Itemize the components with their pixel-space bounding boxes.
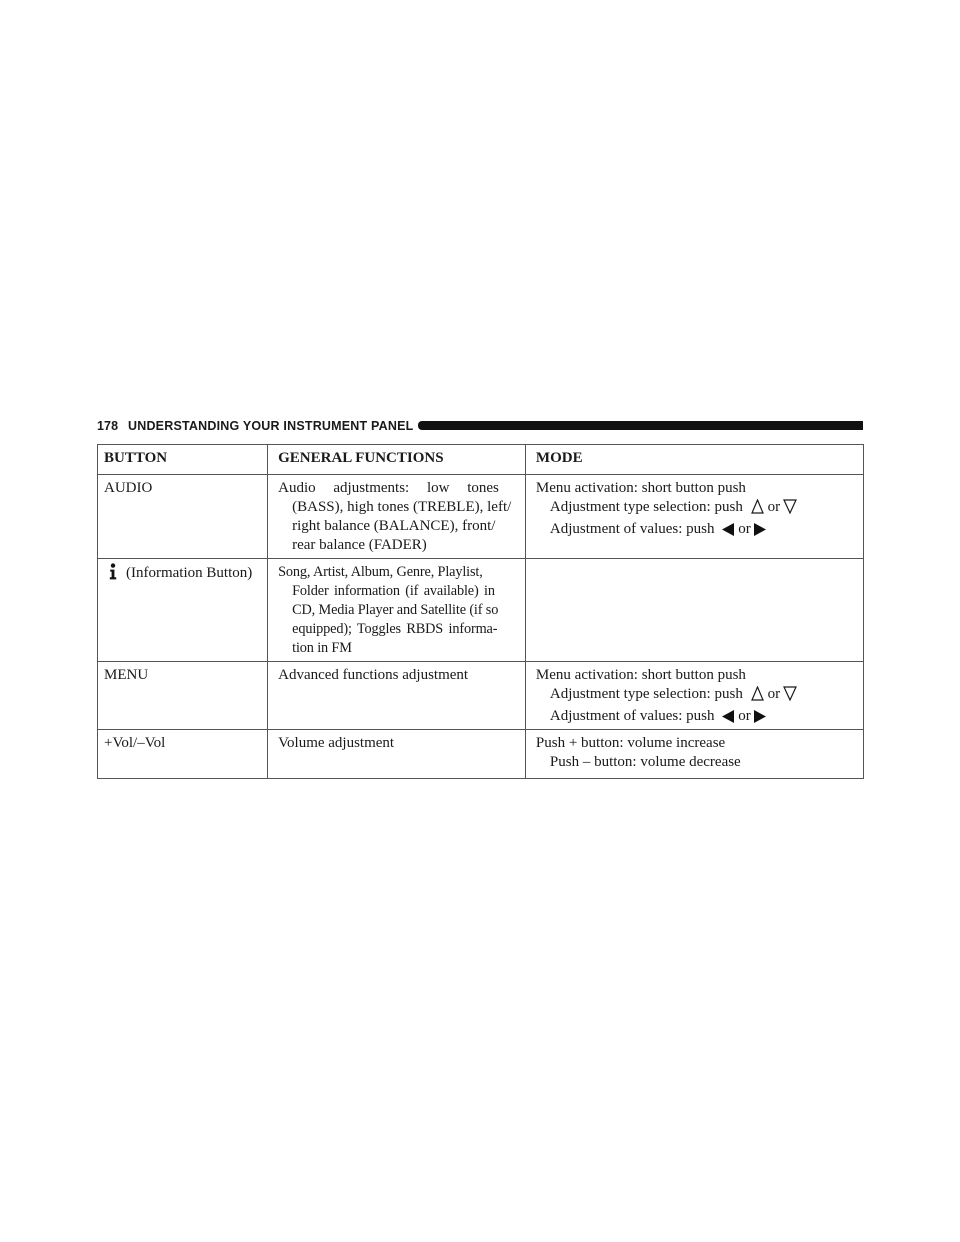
page-header xyxy=(97,418,863,434)
section-title: UNDERSTANDING YOUR INSTRUMENT PANEL xyxy=(128,419,414,433)
table-header-row xyxy=(98,445,864,475)
general-functions: Song, Artist, Album, Genre, Playlist, Folder information (if available) in CD, Media Player and Satellite (if so equipped); Toggles RBDS informa- tion in FM xyxy=(278,564,499,656)
mode: Menu activation: short button push Adjustment type selection: push or Adjustment of values: push or xyxy=(536,475,863,542)
button-name: MENU xyxy=(104,667,149,683)
mode: Menu activation: short button push Adjustment type selection: push or Adjustment of values: push or xyxy=(536,662,863,729)
up-triangle-outline-icon xyxy=(751,499,764,514)
button-name: AUDIO xyxy=(104,480,153,496)
right-triangle-filled-icon xyxy=(754,710,766,723)
table-row xyxy=(98,662,864,730)
table-row xyxy=(98,559,864,662)
right-triangle-filled-icon xyxy=(754,523,766,536)
header-rule xyxy=(418,421,863,430)
column-header-button: BUTTON xyxy=(98,445,268,475)
down-triangle-outline-icon xyxy=(783,686,797,701)
button-name: +Vol/–Vol xyxy=(104,735,166,751)
button-function-table xyxy=(97,444,864,779)
general-functions: Audio adjustments: low tones (BASS), high tones (TREBLE), left/ right balance (BALANCE), front/ rear balance (FADER) xyxy=(278,480,512,553)
page-number: 178 xyxy=(97,419,119,433)
mode xyxy=(536,559,863,566)
general-functions: Advanced functions adjustment xyxy=(278,667,469,683)
table-row xyxy=(98,730,864,779)
button-name: (Information Button) xyxy=(104,559,267,586)
left-triangle-filled-icon xyxy=(722,710,734,723)
left-triangle-filled-icon xyxy=(722,523,734,536)
general-functions: Volume adjustment xyxy=(278,735,395,751)
column-header-general-functions: GENERAL FUNCTIONS xyxy=(268,445,526,475)
column-header-mode: MODE xyxy=(525,445,863,475)
table-row xyxy=(98,475,864,559)
up-triangle-outline-icon xyxy=(751,686,764,701)
info-icon xyxy=(108,563,118,580)
down-triangle-outline-icon xyxy=(783,499,797,514)
mode: Push + button: volume increase Push – button: volume decrease xyxy=(535,735,741,770)
